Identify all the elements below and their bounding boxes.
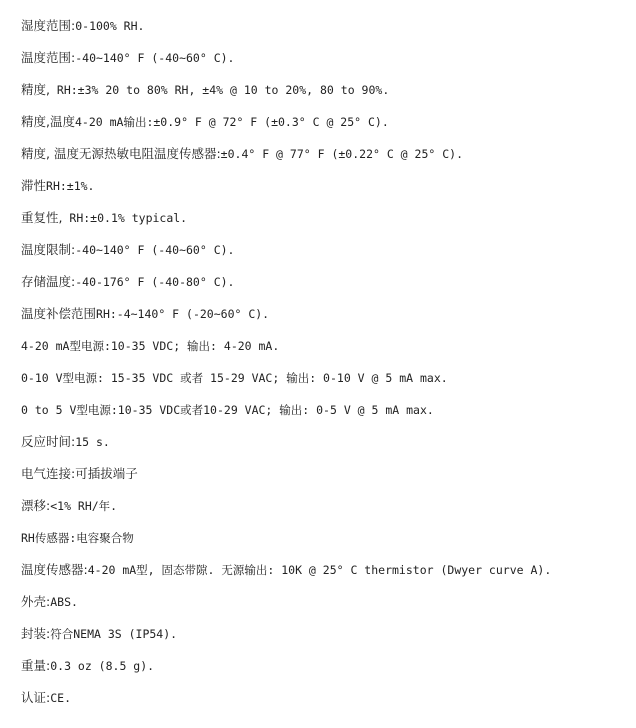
spec-power-0-5v [21,402,551,434]
spec-label: 封装: [21,626,51,641]
spec-value: 0-10 V型电源: 15-35 VDC 或者 15-29 VAC; 输出: 0-10 V @ 5 mA max. [21,371,448,385]
spec-humidity-range [21,18,551,50]
spec-label: 反应时间: [21,434,76,449]
spec-list [21,18,551,722]
spec-label: 温度传感器: [21,562,88,577]
spec-value: RH:±1%. [46,179,95,193]
spec-value: 4-20 mA输出:±0.9° F @ 72° F (±0.3° C @ 25° C). [74,115,389,129]
spec-label: 精度,温度 [21,114,75,129]
spec-label: 精度, 温度无源热敏电阻温度传感器: [21,146,221,161]
spec-label: 漂移: [21,498,51,513]
spec-value: ABS. [50,595,78,609]
spec-label: 温度补偿范围 [21,306,97,321]
spec-value: 4-20 mA型, 固态带隙. 无源输出: 10K @ 25° C thermistor (Dwyer curve A). [87,563,552,577]
spec-temperature-range [21,50,551,82]
spec-value: -40-176° F (-40-80° C). [75,275,235,289]
spec-label: 温度范围: [21,50,76,65]
spec-weight [21,658,551,690]
spec-label: 电气连接:可插拔端子 [21,466,138,481]
spec-label: 湿度范围: [21,18,76,33]
spec-label: 重复性, [21,210,63,225]
spec-approvals [21,690,551,722]
spec-value: ±0.4° F @ 77° F (±0.22° C @ 25° C). [220,147,463,161]
spec-label: 外壳: [21,594,51,609]
spec-accuracy-temp-4-20ma [21,114,551,146]
spec-temperature-limits [21,242,551,274]
spec-housing [21,594,551,626]
spec-value: <1% RH/年. [50,499,118,513]
spec-value: RH:±0.1% typical. [62,211,188,225]
spec-value: RH:±3% 20 to 80% RH, ±4% @ 10 to 20%, 80 to 90%. [49,83,390,97]
spec-value: RH:-4~140° F (-20~60° C). [96,307,270,321]
spec-value: 0-100% RH. [75,19,145,33]
spec-enclosure-rating [21,626,551,658]
spec-electrical-connection [21,466,551,498]
spec-value: 0 to 5 V型电源:10-35 VDC或者10-29 VAC; 输出: 0-5 V @ 5 mA max. [21,403,434,417]
spec-label: 认证: [21,690,51,705]
spec-storage-temperature [21,274,551,306]
spec-value: RH传感器:电容聚合物 [21,531,134,545]
spec-label: 存储温度: [21,274,76,289]
spec-label: 精度, [21,82,50,97]
spec-accuracy-rh [21,82,551,114]
spec-label: 重量: [21,658,51,673]
spec-label: 温度限制: [21,242,76,257]
spec-value: 15 s. [75,435,110,449]
spec-temperature-sensor [21,562,551,594]
spec-drift [21,498,551,530]
spec-value: 符合NEMA 3S (IP54). [50,627,178,641]
spec-value: 0.3 oz (8.5 g). [50,659,155,673]
spec-compensation-range [21,306,551,338]
spec-value: -40~140° F (-40~60° C). [75,51,235,65]
spec-value: -40~140° F (-40~60° C). [75,243,235,257]
spec-accuracy-temp-passive [21,146,551,178]
spec-label: 滞性 [21,178,47,193]
spec-repeatability [21,210,551,242]
spec-value: CE. [50,691,71,705]
spec-rh-sensor [21,530,551,562]
spec-power-4-20ma [21,338,551,370]
spec-value: 4-20 mA型电源:10-35 VDC; 输出: 4-20 mA. [21,339,280,353]
spec-power-0-10v [21,370,551,402]
spec-hysteresis [21,178,551,210]
spec-response-time [21,434,551,466]
